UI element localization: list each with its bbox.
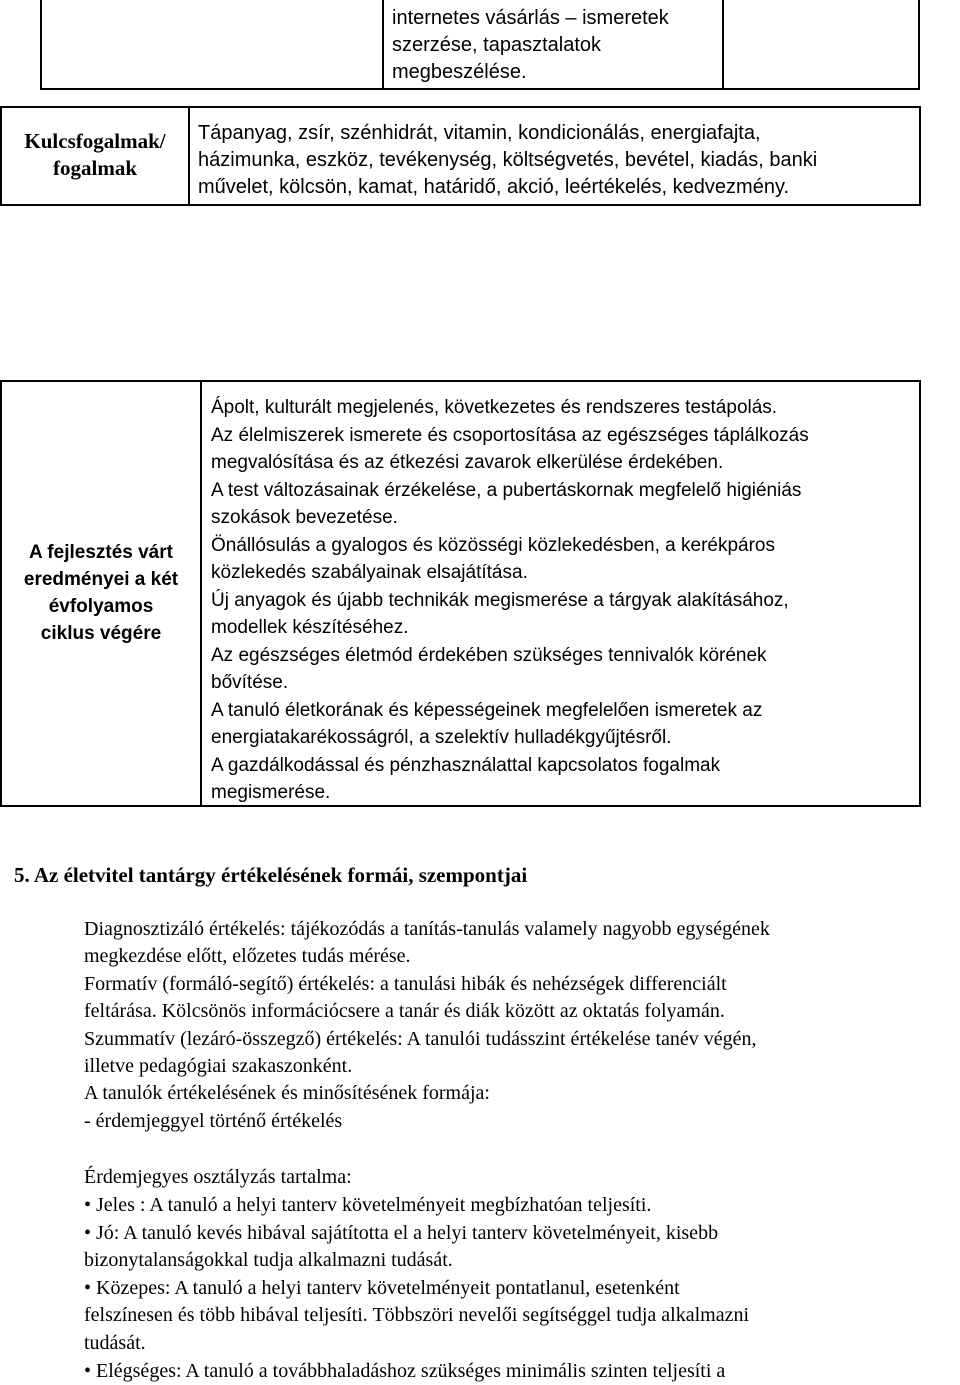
fejlesztes-label-line: eredményei a két xyxy=(23,569,179,590)
fejlesztes-line: Ápolt, kulturált megjelenés, következetes és rendszeres testápolás. xyxy=(211,397,778,418)
fejlesztes-content xyxy=(211,394,809,807)
top-table-right-cell xyxy=(722,0,920,90)
section-paragraph xyxy=(84,916,770,1135)
fejlesztes-line: bővítése. xyxy=(211,672,289,693)
top-table-line: megbeszélése. xyxy=(392,61,527,83)
fejlesztes-line: szokások bevezetése. xyxy=(211,507,398,528)
fejlesztes-line: Önállósulás a gyalogos és közösségi közlekedésben, a kerékpáros xyxy=(211,534,775,556)
paragraph-line: Diagnosztizáló értékelés: tájékozódás a tanítás-tanulás valamely nagyobb egységének xyxy=(84,918,770,940)
fejlesztes-line: energiatakarékosságról, a szelektív hulladékgyűjtésről. xyxy=(211,727,672,748)
kulcsfogalmak-label-line: fogalmak xyxy=(53,156,137,180)
paragraph-line: illetve pedagógiai szakaszonként. xyxy=(84,1055,353,1078)
paragraph-line: Formatív (formáló-segítő) értékelés: a tanulási hibák és nehézségek differenciált xyxy=(84,972,727,995)
bullet-line: • Jó: A tanuló kevés hibával sajátította el a helyi tanterv követelményeit, kisebb xyxy=(84,1221,719,1244)
kulcsfogalmak-line: házimunka, eszköz, tevékenység, költségvetés, bevétel, kiadás, banki xyxy=(198,149,818,171)
fejlesztes-line: megismerése. xyxy=(211,782,331,803)
fejlesztes-label-line: A fejlesztés várt xyxy=(29,542,173,563)
fejlesztes-line: Az egészséges életmód érdekében szükséges tennivalók körének xyxy=(211,644,767,666)
bullet-line: • Közepes: A tanuló a helyi tanterv követelményeit pontatlanul, esetenként xyxy=(84,1276,680,1299)
paragraph-line: megkezdése előtt, előzetes tudás mérése. xyxy=(84,945,411,968)
fejlesztes-line: Új anyagok és újabb technikák megismerése a tárgyak alakításához, xyxy=(211,589,789,611)
top-table-line: szerzése, tapasztalatok xyxy=(392,34,601,56)
paragraph-line: Szummatív (lezáró-összegző) értékelés: A tanulói tudásszint értékelése tanév végén, xyxy=(84,1027,757,1050)
paragraph-line: A tanulók értékelésének és minősítésének formája: xyxy=(84,1082,490,1105)
paragraph-line: feltárása. Kölcsönös információcsere a tanár és diák között az oktatás folyamán. xyxy=(84,1000,725,1023)
kulcsfogalmak-label-line: Kulcsfogalmak/ xyxy=(24,129,166,153)
top-table-text xyxy=(392,5,669,86)
paragraph-line: - érdemjeggyel történő értékelés xyxy=(84,1109,343,1132)
kulcsfogalmak-line: művelet, kölcsön, kamat, határidő, akció, leértékelés, kedvezmény. xyxy=(198,176,790,198)
kulcsfogalmak-content xyxy=(198,120,817,201)
fejlesztes-line: Az élelmiszerek ismerete és csoportosítása az egészséges táplálkozás xyxy=(211,424,809,446)
kulcsfogalmak-line: Tápanyag, zsír, szénhidrát, vitamin, kondicionálás, energiafajta, xyxy=(198,122,761,144)
fejlesztes-label xyxy=(2,539,200,647)
bullet-line: felszínesen és több hibával teljesíti. Többszöri nevelői segítséggel tudja alkalmazni xyxy=(84,1304,749,1327)
fejlesztes-line: A test változásainak érzékelése, a pubertáskornak megfelelő higiéniás xyxy=(211,479,802,501)
section-heading: 5. Az életvitel tantárgy értékelésének formái, szempontjai xyxy=(14,863,528,887)
fejlesztes-line: modellek készítéséhez. xyxy=(211,617,409,638)
fejlesztes-line: A tanuló életkorának és képességeinek megfelelően ismeretek az xyxy=(211,699,763,721)
fejlesztes-line: közlekedés szabályainak elsajátítása. xyxy=(211,562,528,583)
bullet-line: • Elégséges: A tanuló a továbbhaladáshoz szükséges minimális szinten teljesíti a xyxy=(84,1359,726,1382)
top-table-line: internetes vásárlás – ismeretek xyxy=(392,7,669,29)
fejlesztes-line: megvalósítása és az étkezési zavarok elkerülése érdekében. xyxy=(211,452,724,473)
fejlesztes-label-line: évfolyamos xyxy=(48,596,154,617)
kulcsfogalmak-label xyxy=(2,128,188,182)
grading-title: Érdemjegyes osztályzás tartalma: xyxy=(84,1166,352,1188)
bullet-line: • Jeles : A tanuló a helyi tanterv követelményeit megbízhatóan teljesíti. xyxy=(84,1194,652,1216)
fejlesztes-line: A gazdálkodással és pénzhasználattal kapcsolatos fogalmak xyxy=(211,754,721,776)
grading-bullets xyxy=(84,1192,749,1385)
bullet-line: tudását. xyxy=(84,1331,146,1354)
top-table-left-cell xyxy=(40,0,384,90)
fejlesztes-label-line: ciklus végére xyxy=(40,623,162,644)
bullet-line: bizonytalanságokkal tudja alkalmazni tudását. xyxy=(84,1249,453,1272)
